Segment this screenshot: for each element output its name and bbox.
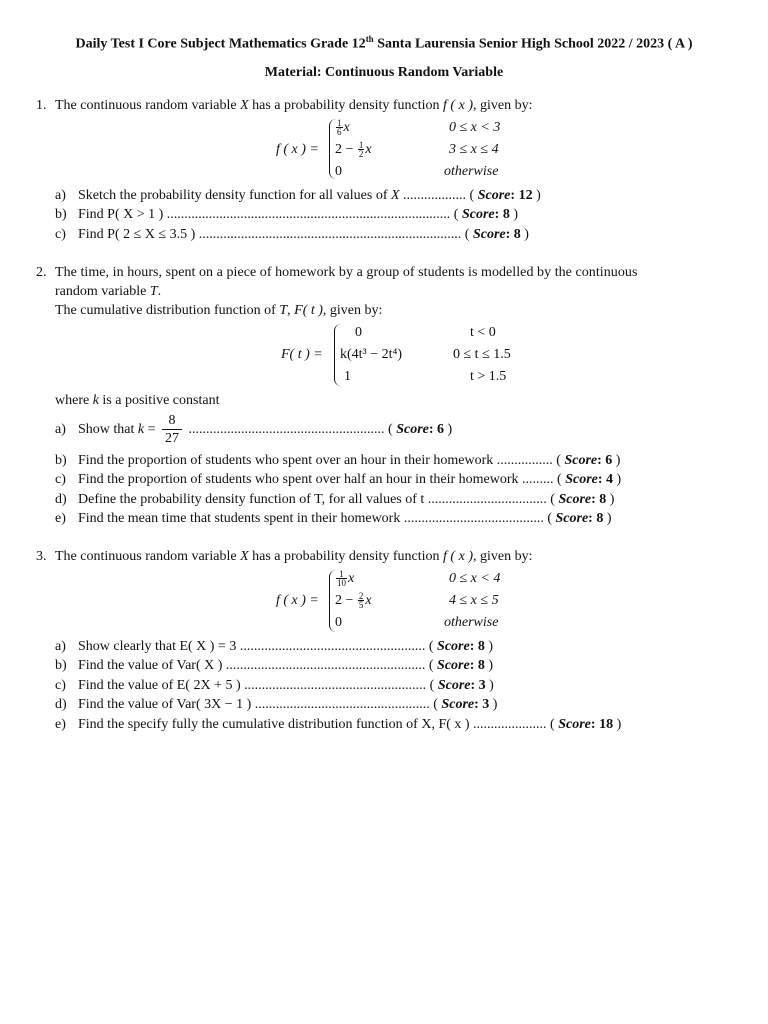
question-text: random variable T.: [55, 284, 162, 299]
case-condition: 0 ≤ t ≤ 1.5: [453, 347, 511, 362]
case-condition: t < 0: [470, 325, 496, 340]
part-text: Define the probability density function of T, for all values of t .................................. ( Score: 8 ): [78, 492, 615, 507]
case-expr: $\frac{1}{6}$ x: [337, 118, 350, 138]
case-condition: 3 ≤ x ≤ 4: [449, 142, 499, 157]
question-text: The continuous random variable X has a probability density function f ( x ), given by:: [55, 98, 533, 113]
part-label: d): [55, 697, 67, 712]
case-expr: 1: [344, 369, 351, 384]
case-condition: 0 ≤ x < 4: [449, 571, 501, 586]
case-condition: otherwise: [444, 164, 499, 179]
part-label: a): [55, 422, 66, 437]
function-lhs: F( t ) =: [281, 347, 323, 362]
part-label: b): [55, 207, 67, 222]
part-text: Find the value of Var( 3X − 1 ) .................................................. ( Score: 3 ): [78, 697, 498, 712]
part-text: Show that k = $\frac{8}{27}$ ........................................................ ( Score: 6 ): [78, 413, 453, 446]
part-label: e): [55, 717, 66, 732]
part-label: b): [55, 658, 67, 673]
part-label: b): [55, 453, 67, 468]
part-label: a): [55, 188, 66, 203]
case-expr: 2 − $\frac{1}{2}$ x: [335, 140, 372, 160]
case-expr: k(4t³ − 2t⁴): [340, 347, 403, 362]
part-label: d): [55, 492, 67, 507]
part-text: Show clearly that E( X ) = 3 ..................................................... ( Score: 8 ): [78, 639, 494, 654]
page-title: Daily Test I Core Subject Mathematics Grade 12th Santa Laurensia Senior High School 2022 / 2023 ( A ): [75, 34, 693, 52]
question-number: 2.: [36, 265, 47, 280]
case-condition: 0 ≤ x < 3: [449, 120, 501, 135]
question-text: The time, in hours, spent on a piece of homework by a group of students is modelled by the continuous: [55, 265, 638, 280]
part-text: Find the value of Var( X ) ......................................................... ( Score: 8 ): [78, 658, 494, 673]
part-label: e): [55, 511, 66, 526]
case-expr: 2 − $\frac{2}{5}$ x: [335, 591, 372, 611]
case-condition: t > 1.5: [470, 369, 507, 384]
case-expr: $\frac{1}{10}$ x: [337, 569, 355, 589]
part-label: c): [55, 678, 66, 693]
part-text: Find the proportion of students who spent over half an hour in their homework ......... ( Score: 4 ): [78, 472, 622, 487]
part-text: Find P( X > 1 ) ................................................................................. ( Score: 8 ): [78, 207, 518, 222]
question-number: 3.: [36, 549, 47, 564]
question-number: 1.: [36, 98, 47, 113]
case-condition: 4 ≤ x ≤ 5: [449, 593, 499, 608]
part-text: Sketch the probability density function for all values of X .................. ( Score: 12 ): [78, 188, 541, 203]
part-label: a): [55, 639, 66, 654]
constant-note: where k is a positive constant: [55, 393, 220, 408]
case-expr: 0: [335, 615, 342, 630]
function-lhs: f ( x ) =: [276, 142, 319, 157]
case-expr: 0: [355, 325, 362, 340]
case-condition: otherwise: [444, 615, 499, 630]
part-label: c): [55, 227, 66, 242]
part-text: Find the value of E( 2X + 5 ) .................................................... ( Score: 3 ): [78, 678, 494, 693]
question-text: The continuous random variable X has a probability density function f ( x ), given by:: [55, 549, 533, 564]
question-text: The cumulative distribution function of T, F( t ), given by:: [55, 303, 383, 318]
material-heading: Material: Continuous Random Variable: [264, 65, 504, 80]
part-text: Find P( 2 ≤ X ≤ 3.5 ) ........................................................................... ( Score: 8 ): [78, 227, 529, 242]
case-expr: 0: [335, 164, 342, 179]
part-text: Find the mean time that students spent in their homework ........................................ ( Score: 8 ): [78, 511, 612, 526]
function-lhs: f ( x ) =: [276, 593, 319, 608]
part-text: Find the specify fully the cumulative distribution function of X, F( x ) ..................... ( Score: 18 ): [78, 717, 622, 732]
part-text: Find the proportion of students who spent over an hour in their homework ................ ( Score: 6 ): [78, 453, 621, 468]
part-label: c): [55, 472, 66, 487]
